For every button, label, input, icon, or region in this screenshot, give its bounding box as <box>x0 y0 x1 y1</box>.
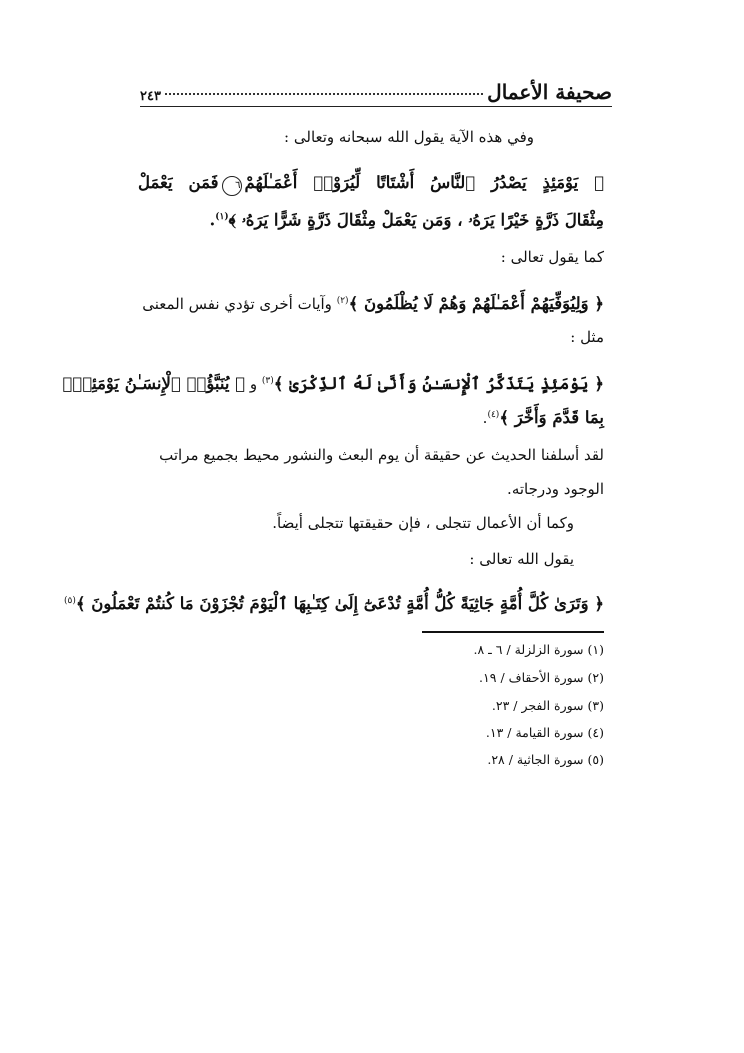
footnote-ref-5: (٥) <box>63 596 76 606</box>
quran-verse-2: ﴿ وَلِيُوَفِّيَهُمْ أَعْمَـٰلَهُمْ وَهُمْ لَا يُظْلَمُونَ ﴾ <box>348 294 604 313</box>
running-header <box>140 70 612 104</box>
footnote-ref-2: (٢) <box>336 296 349 306</box>
paragraph-1-line-b: الوجود ودرجاته. <box>507 480 604 498</box>
footnote-separator <box>422 631 604 633</box>
footnote-3: (٣) سورة الفجر / ٢٣. <box>491 698 604 713</box>
page-number: ٢٤٣ <box>140 89 161 104</box>
quran-verse-1-line-a <box>138 172 604 196</box>
quran-verse-3-part-c: بِمَا قَدَّمَ وَأَخَّرَ ﴾ <box>499 408 604 427</box>
footnote-2: (٢) سورة الأحقاف / ١٩. <box>479 670 604 685</box>
period: . <box>209 210 216 230</box>
quran-verse-1-part-c: مِثْقَالَ ذَرَّةٍ خَيْرًا يَرَهُۥ ، وَمَن يَعْمَلْ مِثْقَالَ ذَرَّةٍ شَرًّا يَرَهُۥ ﴾ <box>228 210 604 230</box>
header-leader-dots <box>165 93 483 95</box>
quran-verse-2-line <box>142 290 604 315</box>
footnote-ref-3: (٣) <box>261 376 274 386</box>
quran-verse-4: ﴿ وَتَرَىٰ كُلَّ أُمَّةٍ جَاثِيَةً كُلُّ أُمَّةٍ تُدْعَىٰٓ إِلَىٰ كِتَـٰبِهَا ٱلْيَوْمَ تُجْزَوْنَ مَا كُنتُمْ تَعْمَلُونَ ﴾ <box>75 594 604 613</box>
text-line-mithl: مثل : <box>570 328 604 346</box>
period: . <box>482 409 488 427</box>
quran-verse-3-line-b <box>483 404 604 429</box>
quran-verse-4-line <box>64 590 604 615</box>
header-rule <box>140 106 612 107</box>
paragraph-2: وكما أن الأعمال تتجلى ، فإن حقيقتها تتجلى أيضاً. <box>272 514 574 532</box>
verse-2-continuation: وآيات أخرى تؤدي نفس المعنى <box>142 295 332 313</box>
footnote-1: (١) سورة الزلزلة / ٦ ـ ٨. <box>473 642 604 657</box>
quran-verse-3-line-a <box>62 370 604 395</box>
quran-verse-3-part-b: ﴿ يُنَبَّؤُا۟ ٱلْإِنسَـٰنُ يَوْمَئِذٍۭ <box>62 374 246 393</box>
intro-line-3: يقول الله تعالى : <box>469 550 574 568</box>
book-title: صحيفة الأعمال <box>487 80 612 104</box>
quran-verse-1-line-b <box>210 206 605 232</box>
footnote-4: (٤) سورة القيامة / ١٣. <box>485 725 604 740</box>
conjunction-wa: و <box>249 375 258 393</box>
ayah-number-mark: ٦ <box>222 176 242 196</box>
quran-verse-1-part-b: فَمَن يَعْمَلْ <box>138 173 219 192</box>
footnote-ref-4: (٤) <box>487 410 500 420</box>
intro-line-2: كما يقول تعالى : <box>500 248 604 266</box>
intro-line-1: وفي هذه الآية يقول الله سبحانه وتعالى : <box>284 128 534 146</box>
quran-verse-1-part-a: ﴿ يَوْمَئِذٍ يَصْدُرُ ٱلنَّاسُ أَشْتَاتًا لِّيُرَوْا۟ أَعْمَـٰلَهُمْ <box>244 173 604 192</box>
footnote-ref-1: (١) <box>215 212 229 222</box>
quran-verse-3-part-a: ﴿ يَوْمَئِذٍ يَتَذَكَّرُ ٱلْإِنسَـٰنُ وَأَنَّىٰ لَهُ ٱلذِّكْرَىٰ ﴾ <box>273 374 604 393</box>
paragraph-1-line-a: لقد أسلفنا الحديث عن حقيقة أن يوم البعث والنشور محيط بجميع مراتب <box>159 446 604 464</box>
footnote-5: (٥) سورة الجاثية / ٢٨. <box>487 752 604 767</box>
